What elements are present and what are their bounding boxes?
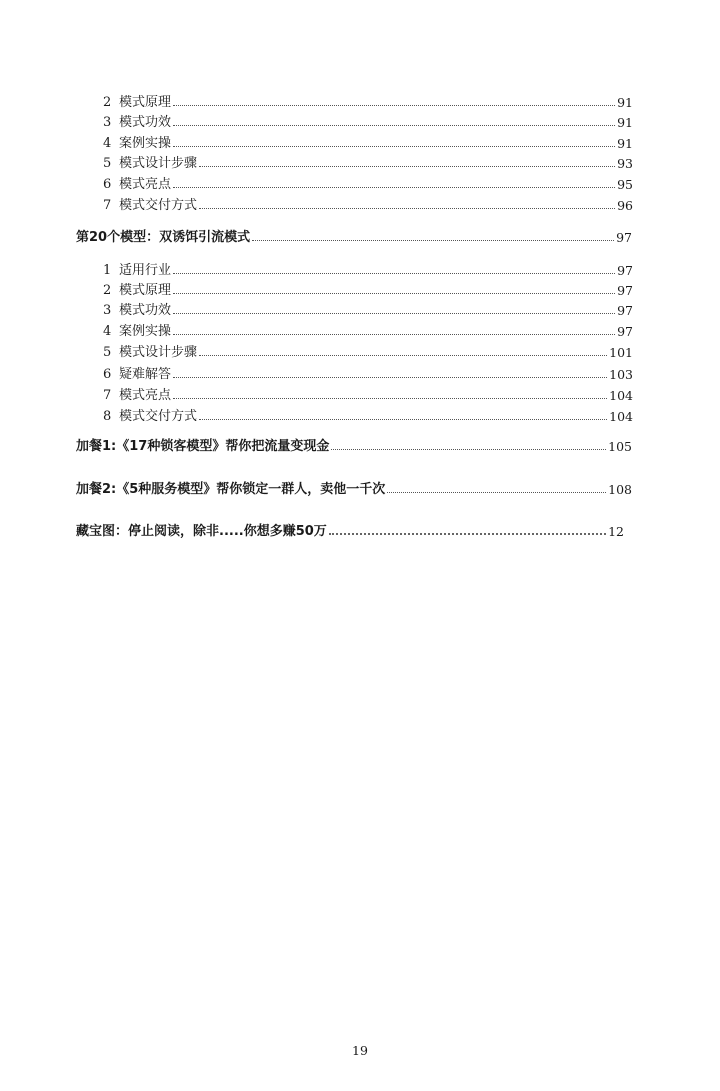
entry-number: 3 bbox=[103, 303, 112, 318]
toc-entry[interactable] bbox=[103, 278, 633, 298]
entry-title: 案例实操 bbox=[119, 324, 172, 339]
treasure-page: 12 bbox=[608, 524, 624, 539]
entry-page: 97 bbox=[617, 324, 633, 339]
entry-page: 97 bbox=[617, 263, 633, 278]
bonus-title: 加餐2:《5种服务模型》帮你锁定一群人，卖他一千次 bbox=[76, 482, 386, 497]
entry-number: 8 bbox=[103, 409, 112, 424]
dot-leader bbox=[173, 273, 615, 274]
toc-entry[interactable] bbox=[103, 404, 633, 424]
chapter-page: 97 bbox=[616, 230, 632, 245]
dot-leader bbox=[331, 449, 606, 450]
entry-page: 97 bbox=[617, 283, 633, 298]
toc-entry[interactable] bbox=[103, 131, 633, 151]
toc-entry[interactable] bbox=[103, 298, 633, 318]
bonus-page: 105 bbox=[608, 439, 632, 454]
entry-title: 模式功效 bbox=[119, 115, 172, 130]
dot-leader bbox=[173, 105, 615, 106]
entry-number: 2 bbox=[103, 95, 112, 110]
entry-page: 91 bbox=[617, 95, 633, 110]
entry-number: 3 bbox=[103, 115, 112, 130]
entry-title: 模式功效 bbox=[119, 303, 172, 318]
dot-leader bbox=[173, 313, 615, 314]
dot-leader bbox=[173, 146, 615, 147]
entry-page: 96 bbox=[617, 198, 633, 213]
toc-bonus-1[interactable] bbox=[76, 434, 632, 454]
toc-entry[interactable] bbox=[103, 90, 633, 110]
toc-entry[interactable] bbox=[103, 172, 633, 192]
entry-title: 模式设计步骤 bbox=[119, 156, 198, 171]
toc-entry[interactable] bbox=[103, 110, 633, 130]
entry-number: 2 bbox=[103, 283, 112, 298]
entry-title: 模式原理 bbox=[119, 95, 172, 110]
entry-number: 6 bbox=[103, 177, 112, 192]
toc-entry[interactable] bbox=[103, 340, 633, 360]
bonus-page: 108 bbox=[608, 482, 632, 497]
toc-entry[interactable] bbox=[103, 319, 633, 339]
entry-page: 103 bbox=[609, 367, 633, 382]
toc-treasure-map[interactable] bbox=[76, 519, 624, 539]
dot-leader bbox=[173, 125, 615, 126]
entry-title: 模式亮点 bbox=[119, 177, 172, 192]
entry-page: 104 bbox=[609, 388, 633, 403]
treasure-title: 藏宝图：停止阅读，除非.....你想多赚50万 bbox=[76, 524, 327, 539]
toc-chapter-heading[interactable] bbox=[76, 225, 632, 245]
entry-title: 模式交付方式 bbox=[119, 409, 198, 424]
entry-title: 模式亮点 bbox=[119, 388, 172, 403]
entry-page: 91 bbox=[617, 115, 633, 130]
entry-page: 104 bbox=[609, 409, 633, 424]
toc-entry[interactable] bbox=[103, 383, 633, 403]
dot-leader bbox=[173, 398, 607, 399]
toc-entry[interactable] bbox=[103, 258, 633, 278]
entry-number: 6 bbox=[103, 367, 112, 382]
dot-leader bbox=[199, 419, 607, 420]
page-number: 19 bbox=[352, 1043, 368, 1058]
entry-title: 模式交付方式 bbox=[119, 198, 198, 213]
entry-page: 97 bbox=[617, 303, 633, 318]
entry-number: 7 bbox=[103, 198, 112, 213]
dot-leader bbox=[329, 533, 606, 535]
dot-leader bbox=[387, 492, 606, 493]
bonus-title: 加餐1:《17种锁客模型》帮你把流量变现金 bbox=[76, 439, 330, 454]
toc-bonus-2[interactable] bbox=[76, 477, 632, 497]
toc-entry[interactable] bbox=[103, 151, 633, 171]
entry-title: 适用行业 bbox=[119, 263, 172, 278]
entry-number: 5 bbox=[103, 156, 112, 171]
entry-title: 模式原理 bbox=[119, 283, 172, 298]
entry-page: 95 bbox=[617, 177, 633, 192]
entry-page: 93 bbox=[617, 156, 633, 171]
dot-leader bbox=[173, 334, 615, 335]
toc-entry[interactable] bbox=[103, 362, 633, 382]
entry-number: 1 bbox=[103, 263, 112, 278]
dot-leader bbox=[199, 166, 615, 167]
dot-leader bbox=[252, 240, 614, 241]
entry-page: 101 bbox=[609, 345, 633, 360]
entry-number: 4 bbox=[103, 324, 112, 339]
dot-leader bbox=[173, 187, 615, 188]
entry-title: 疑难解答 bbox=[119, 367, 172, 382]
entry-number: 4 bbox=[103, 136, 112, 151]
dot-leader bbox=[173, 293, 615, 294]
dot-leader bbox=[199, 355, 607, 356]
entry-number: 5 bbox=[103, 345, 112, 360]
entry-page: 91 bbox=[617, 136, 633, 151]
chapter-title: 第20个模型：双诱饵引流模式 bbox=[76, 230, 251, 245]
entry-number: 7 bbox=[103, 388, 112, 403]
toc-entry[interactable] bbox=[103, 193, 633, 213]
entry-title: 案例实操 bbox=[119, 136, 172, 151]
entry-title: 模式设计步骤 bbox=[119, 345, 198, 360]
dot-leader bbox=[199, 208, 615, 209]
dot-leader bbox=[173, 377, 607, 378]
